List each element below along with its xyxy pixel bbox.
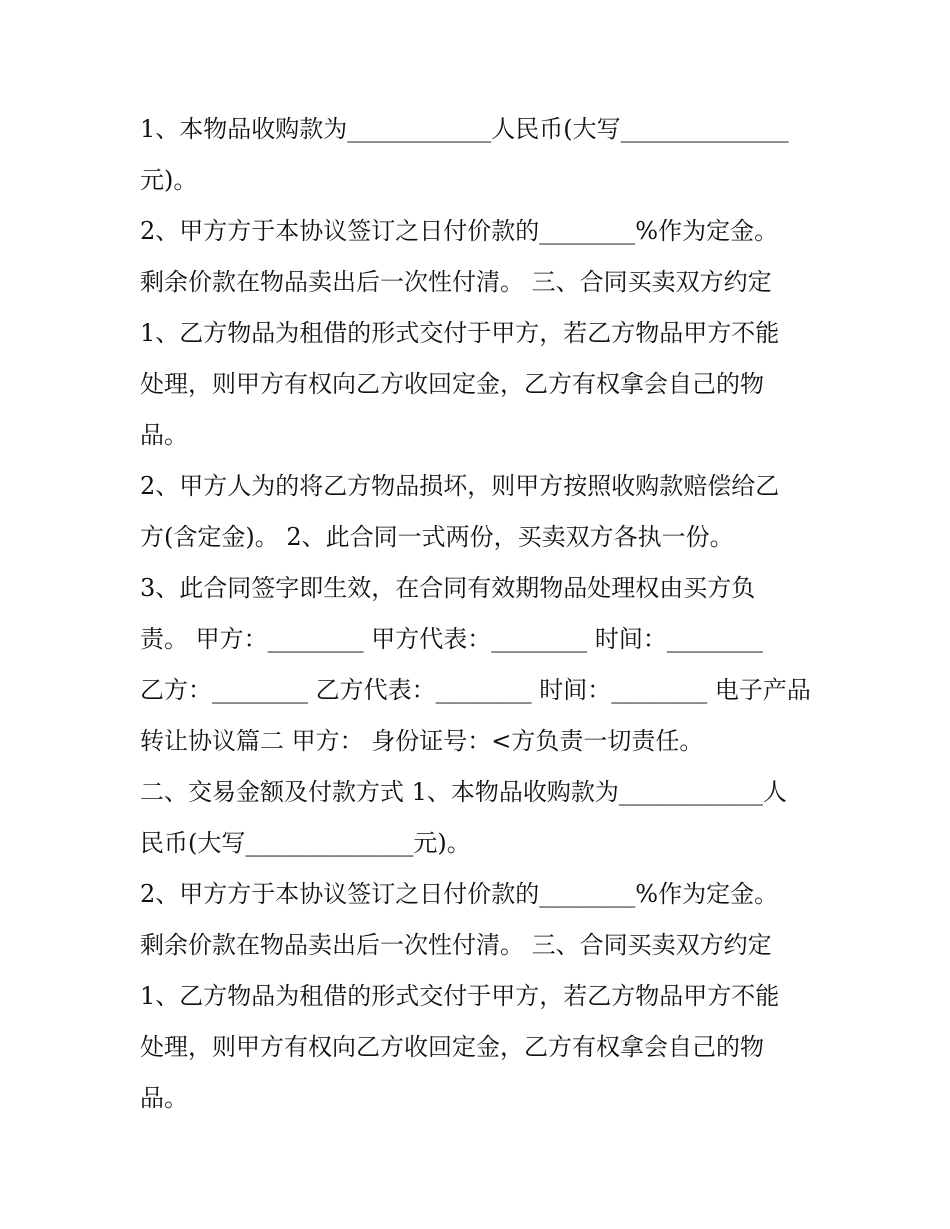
text-line: 转让协议篇二 甲方： 身份证号：<方负责一切责任。 <box>140 727 704 755</box>
text-line: 元)。 <box>140 166 198 194</box>
document-body <box>140 104 820 1124</box>
text-line: 2、甲方方于本协议签订之日付价款的________%作为定金。 <box>140 880 779 908</box>
text-line: 剩余价款在物品卖出后一次性付清。 三、合同买卖双方约定 <box>140 268 772 296</box>
text-line: 乙方：________ 乙方代表：________ 时间：________ 电子产品 <box>140 676 811 704</box>
text-line: 1、本物品收购款为____________人民币(大写______________ <box>140 115 789 143</box>
text-line: 品。 <box>140 421 188 449</box>
text-line: 品。 <box>140 1084 188 1112</box>
text-line: 处理，则甲方有权向乙方收回定金，乙方有权拿会自己的物 <box>140 370 764 398</box>
text-line: 责。 甲方：________ 甲方代表：________ 时间：________ <box>140 625 763 653</box>
text-line: 二、交易金额及付款方式 1、本物品收购款为____________人 <box>140 778 787 806</box>
text-line: 3、此合同签字即生效，在合同有效期物品处理权由买方负 <box>140 574 756 602</box>
text-line: 处理，则甲方有权向乙方收回定金，乙方有权拿会自己的物 <box>140 1033 764 1061</box>
text-line: 1、乙方物品为租借的形式交付于甲方，若乙方物品甲方不能 <box>140 319 780 347</box>
text-line: 2、甲方人为的将乙方物品损坏，则甲方按照收购款赔偿给乙 <box>140 472 780 500</box>
text-line: 剩余价款在物品卖出后一次性付清。 三、合同买卖双方约定 <box>140 931 772 959</box>
text-line: 1、乙方物品为租借的形式交付于甲方，若乙方物品甲方不能 <box>140 982 780 1010</box>
text-line: 2、甲方方于本协议签订之日付价款的________%作为定金。 <box>140 217 779 245</box>
text-line: 方(含定金)。 2、此合同一式两份，买卖双方各执一份。 <box>140 523 734 551</box>
text-line: 民币(大写______________元)。 <box>140 829 471 857</box>
